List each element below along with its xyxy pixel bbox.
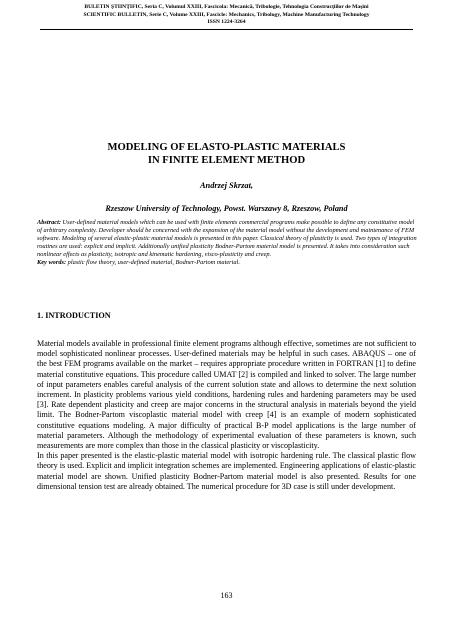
paper-title-line-2: IN FINITE ELEMENT METHOD bbox=[147, 155, 306, 167]
abstract-label: Abstract: bbox=[37, 219, 61, 226]
author-name: Andrzej Skrzat, bbox=[199, 181, 254, 190]
journal-header-line-en: SCIENTIFIC BULLETIN, Serie C, Volume XXIII, Fascicle: Mechanics, Tribology, Machine Manufacturing Technology bbox=[83, 11, 370, 18]
abstract-text: User-defined material models which can be used with finite elements commercial programs make possible to define any constitutive model of arbitrary complexity. Developer should be concerned with the expansion of the material model without the development and maintenance of FEM software. Modeling of several elastic-plastic material models is presented in this paper. Classical theory of plasticity is used. Two types of integration routines are used: explicit and implicit. Additionally unified plasticity Bodner-Partom material model is presented. It takes into consideration such nonlinear effects as plasticity, isotropic and kinematic hardening, visco-plasticity and creep. bbox=[37, 219, 417, 259]
section-heading: 1. INTRODUCTION bbox=[37, 311, 111, 320]
journal-header-line-ro: BULETIN ŞTIINŢIFIC, Seria C, Volumul XXIII, Fascicola: Mecanică, Tribologie, Tehnologia Construcţiilor de Maşini bbox=[84, 4, 369, 10]
body-paragraph-1: Material models available in professional finite element programs although effective, sometimes are not sufficient to model sophisticated nonlinear processes. User-defined materials may be helpful in such cases. ABAQUS – one of the best FEM programs available on the market – requires appropriate procedure written in FORTRAN [1] to define material constitutive equations. This procedure called UMAT [2] is compiled and linked to solver. The large number of input parameters enables careful analysis of the current solution state and allows to determine the next solution increment. In plasticity problems various yield conditions, hardening rules and hardening parameters may be used [3]. Rate dependent plasticity and creep are major concerns in the structural analysis in materials beyond the yield limit. The Bodner-Partom viscoplastic material model with creep [4] is an example of modern sophisticated constitutive equations modeling. A major difficulty of practical B-P model applications is the large number of material parameters. Although the methodology of experimental evaluation of these parameters is known, such measurements are more complex than those in the classical plasticity or viscoplasticity. bbox=[37, 339, 416, 451]
abstract-block bbox=[37, 219, 417, 267]
journal-issn: ISSN 1224-3264 bbox=[207, 19, 246, 26]
keywords-paragraph bbox=[37, 259, 417, 267]
journal-header bbox=[40, 4, 413, 27]
body-text bbox=[37, 339, 416, 492]
keywords-text: plastic flow theory, user-defined material, Bodner-Partom material. bbox=[66, 259, 240, 267]
header-divider bbox=[40, 29, 413, 30]
paper-title bbox=[30, 141, 423, 167]
body-paragraph-2: In this paper presented is the elastic-plastic material model with isotropic hardening rule. The classical plastic flow theory is used. Explicit and implicit integration schemes are implemented. Engineering applications of elastic-plastic material model are shown. Unified plasticity Bodner-Partom material model is also presented. Results for one dimensional tension test are already obtained. The numerical procedure for 3D case is still under development. bbox=[37, 451, 416, 491]
author-affiliation: Rzeszow University of Technology, Powst. Warszawy 8, Rzeszow, Poland bbox=[105, 204, 348, 213]
keywords-label: Key words: bbox=[37, 259, 67, 267]
paper-title-line-1: MODELING OF ELASTO-PLASTIC MATERIALS bbox=[107, 142, 346, 153]
page-number: 163 bbox=[220, 591, 233, 600]
abstract-paragraph bbox=[37, 219, 417, 259]
